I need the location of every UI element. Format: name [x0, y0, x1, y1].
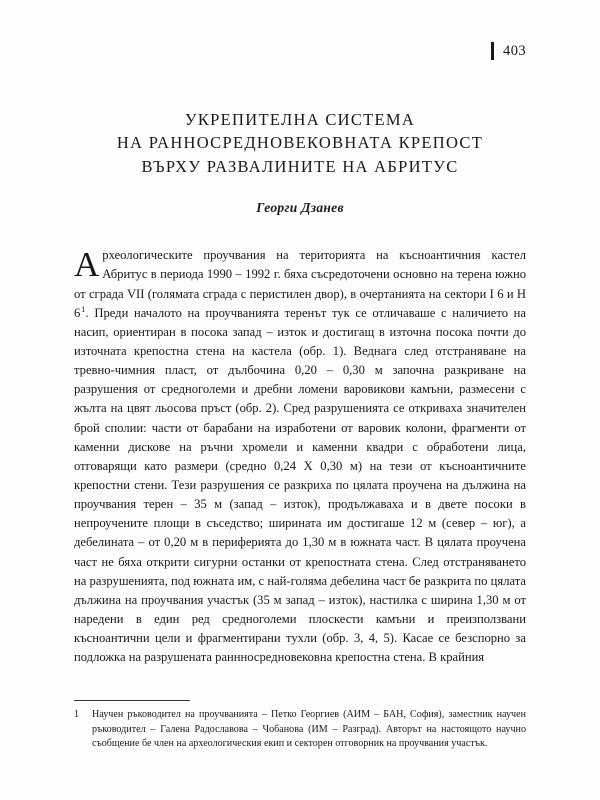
title-block [74, 108, 526, 178]
footnote-item [74, 708, 526, 752]
title-line-2: НА РАННОСРЕДНОВЕКОВНАТА КРЕПОСТ [116, 133, 484, 153]
drop-cap: А [74, 245, 100, 285]
author-name: Георги Дзанев [256, 200, 344, 216]
folio [491, 42, 526, 60]
footnote-text: Научен ръководител на проучванията – Петко Георгиев (АИМ – БАН, София), заместник научен ръководител – Галена Радославова – Чобанова (ИМ – Разград). Авторът на настоящото научно съобщение бе член на археологическия екип и секторен отговорник на проучвания участък. [92, 708, 526, 750]
body-paragraph [74, 246, 526, 667]
title-line-1: УКРЕПИТЕЛНА СИСТЕМА [184, 110, 416, 129]
footnote-marker: 1 [74, 708, 80, 720]
body-paragraph-part-2: . Преди началото на проучванията теренът тук се отличаваше с наличието на насип, ориентиран в посока запад – изток и достигащ в източна посока почти до източната крепостна стена на кастела (обр. 1). Веднага след отстраняване на тревно-чимния пласт, от дълбочина 0,20 – 0,30 м започна разкриване на разрушения от средноголеми и дребни ломени варовикови камъни, размесени с жълта на цвят льосова пръст (обр. 2). Сред разрушенията се откриваха значителен брой сполии: части от барабани на изработени от варовик колони, фрагменти от каменни дискове на ръчни хромели и каменни квадри с обработени лица, отговарящи като размери (средно 0,24 X 0,30 м) на тези от късноантичните крепостни стени. Тези разрушения се разкриха по цялата проучена на дължина на проучвания терен – 35 м (запад – изток), продължаваха и в двете посоки в непроучените площи в съседство; ширината им достигаше 12 м (север – юг), а дебелината – от 0,20 м в периферията до 1,30 м в южната част. В цялата проучена част не бяха открити сигурни останки от крепостната стена. След отстраняването на разрушенията, под южната им, с най-голяма дебелина част бе разкрита по цялата дължина на проучвания участък (35 м запад – изток), настилка с ширина 1,30 м от наредени в един ред средноголеми плоскести камъни и преизползвани късноантични цели и фрагментирани тухли (обр. 3, 4, 5). Касае се безспорно за подложка на разрушената раннносредновековна крепостна стена. В крайния [74, 305, 526, 665]
title-line-3: ВЪРХУ РАЗВАЛИНИТЕ НА АБРИТУС [141, 156, 459, 176]
footnote-area [74, 700, 526, 752]
footnote-reference[interactable]: 1 [81, 303, 86, 314]
page-header [74, 36, 526, 66]
footnote-separator [74, 700, 190, 701]
page-number: 403 [503, 42, 526, 59]
folio-rule-icon [491, 42, 494, 60]
body-paragraph-part-1: рхеологическите проучвания на територията на късноантичния кастел Абритус в периода 1990 – 1992 г. бяха съсредоточени основно на терена южно от сграда VII (голямата сграда с перистилен двор), в очертанията на сектори I 6 и Н 6 [74, 248, 526, 320]
body-text [74, 246, 526, 667]
